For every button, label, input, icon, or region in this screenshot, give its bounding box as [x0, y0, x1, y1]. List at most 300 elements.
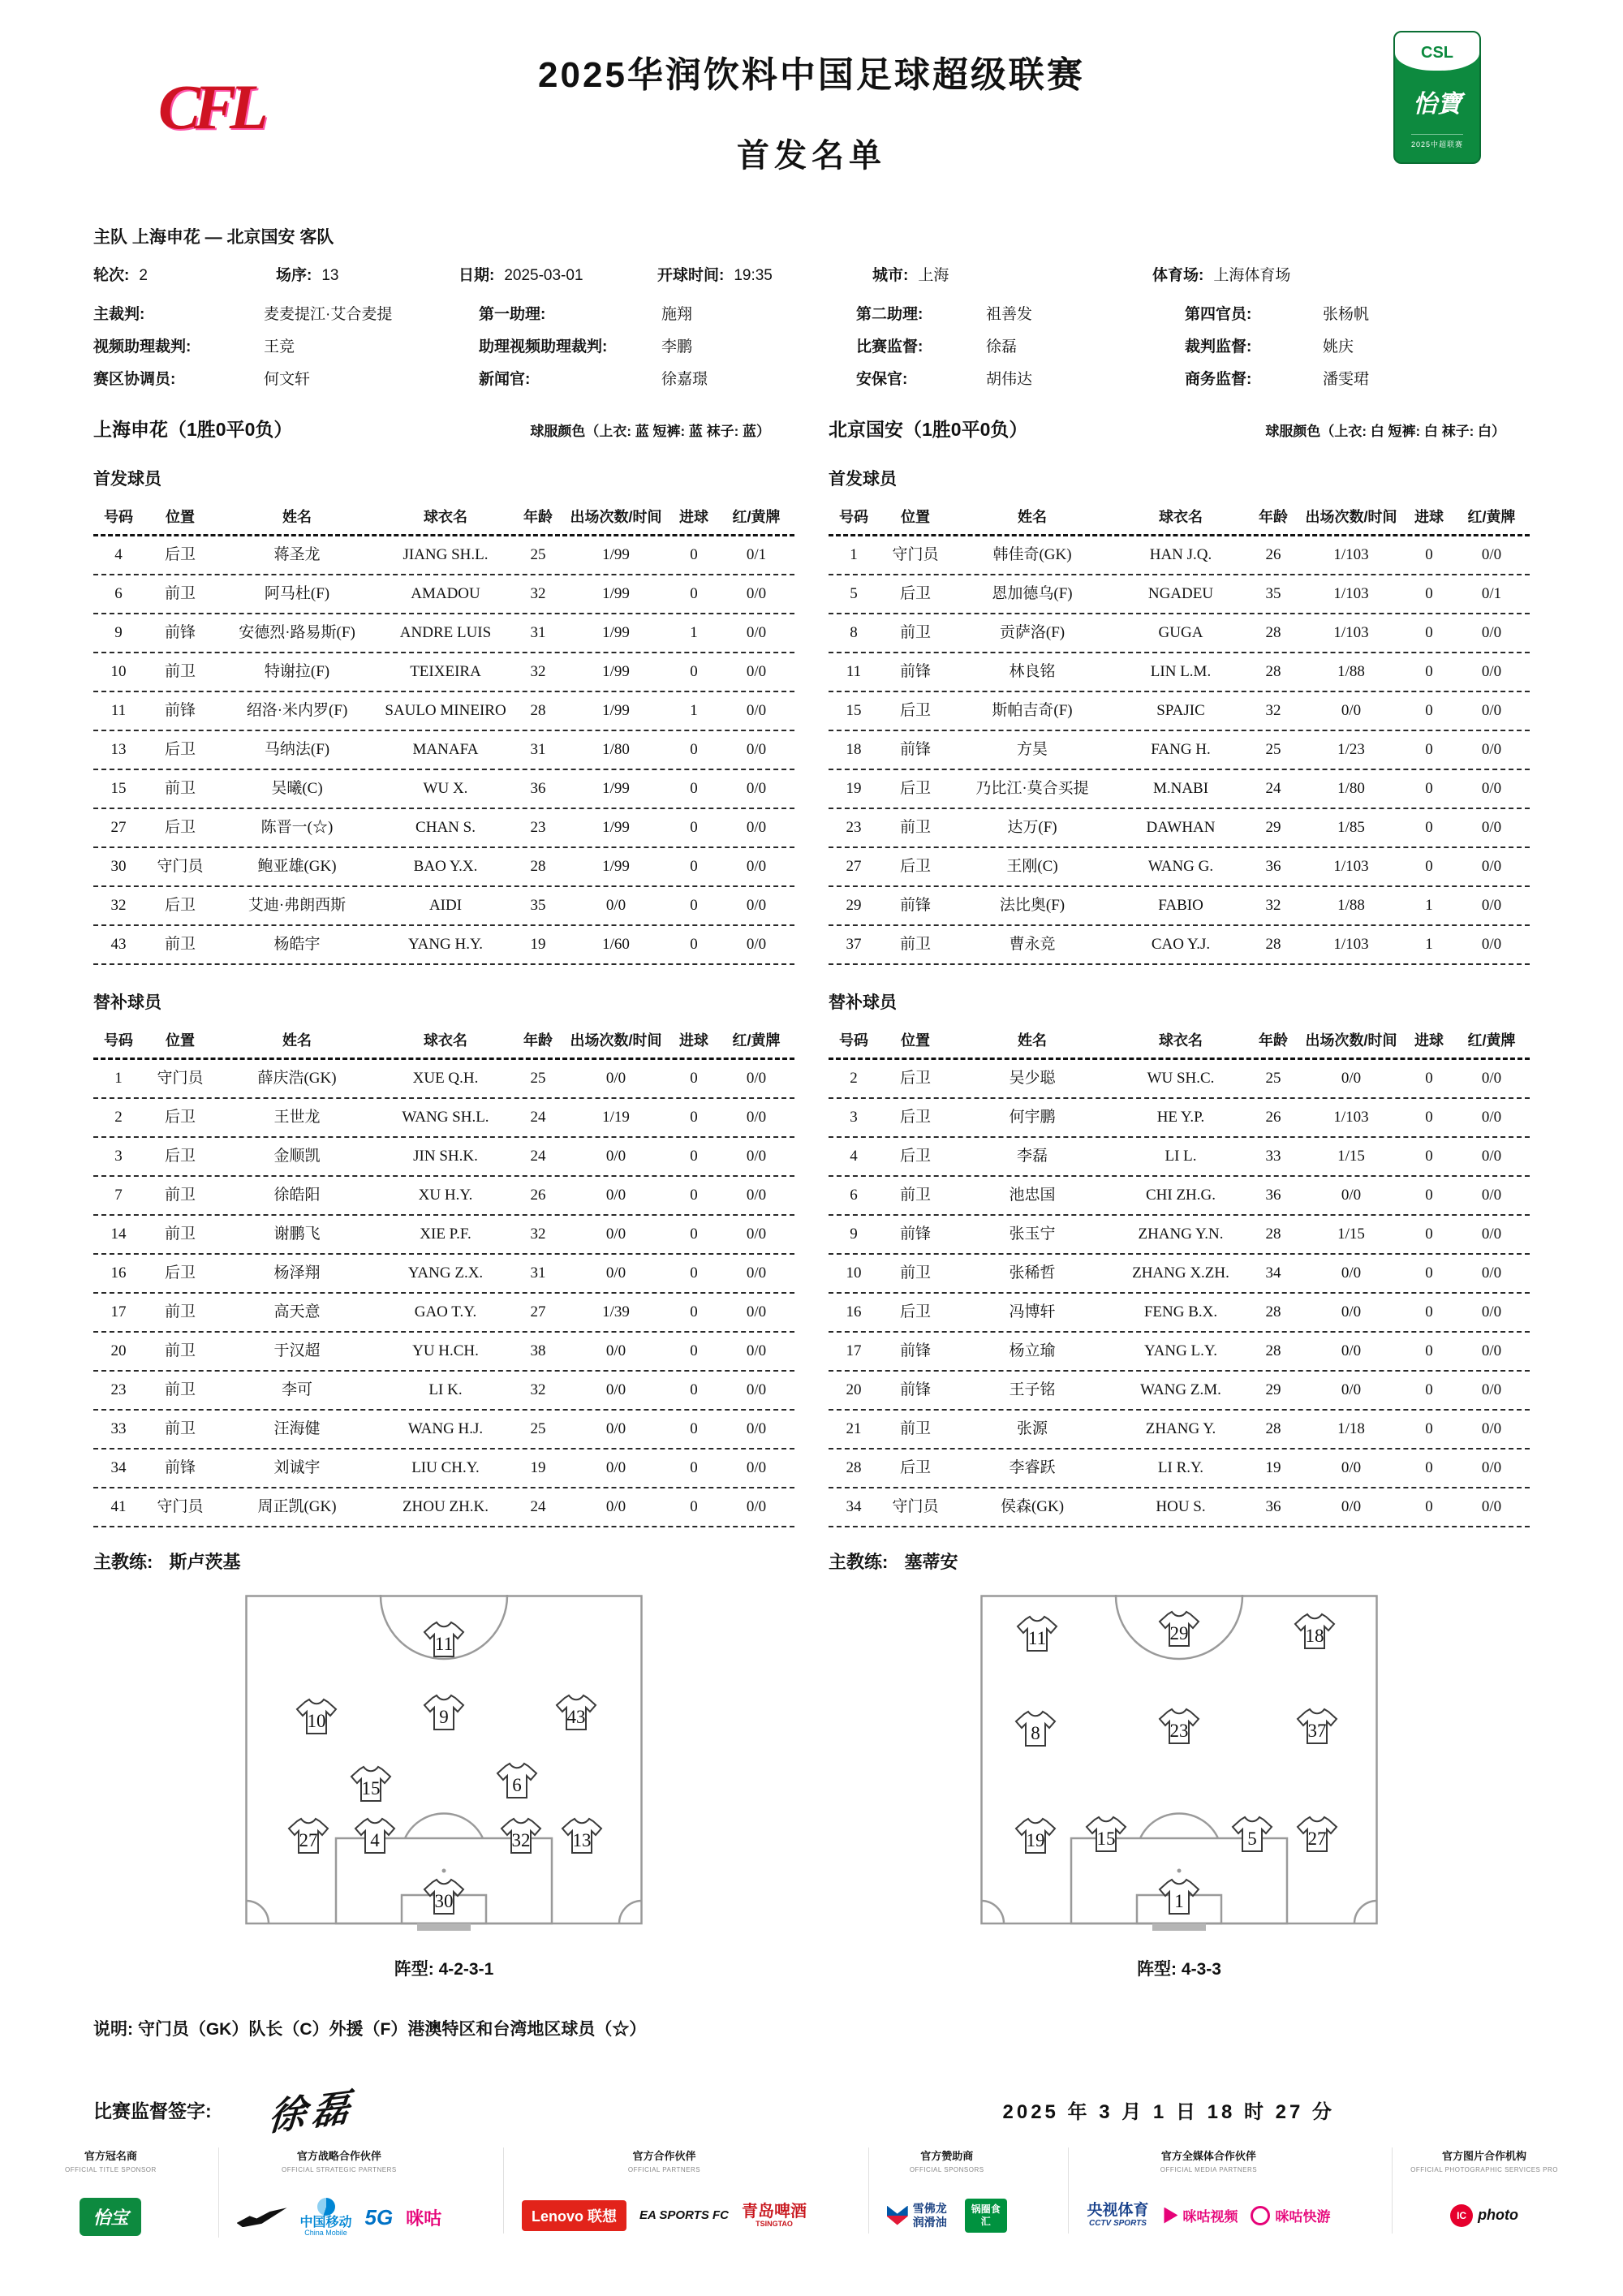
away-formation-value: 4-3-3 — [1181, 1960, 1221, 1979]
player-no: 32 — [110, 896, 127, 914]
svg-text:11: 11 — [434, 1634, 454, 1654]
svg-text:23: 23 — [1169, 1721, 1189, 1741]
subs-label-row — [93, 965, 1530, 1014]
player-name: 方昊 — [1016, 740, 1048, 758]
player-cards: 0/0 — [1481, 1147, 1502, 1165]
player-pos: 前卫 — [899, 1186, 931, 1204]
info-pair — [276, 263, 458, 285]
officials-row — [93, 329, 1530, 361]
player-age: 29 — [1265, 818, 1281, 836]
signed-datetime: 2025 年 3 月 1 日 18 时 27 分 — [1002, 2100, 1335, 2123]
player-pos: 后卫 — [899, 584, 931, 602]
sponsor-group — [503, 2147, 807, 2234]
player-jersey: LIN L.M. — [1150, 662, 1212, 680]
player-name: 法比奥(F) — [999, 896, 1065, 914]
player-name: 乃比江·莫合买提 — [975, 779, 1089, 797]
player-goals: 0 — [690, 1381, 698, 1398]
player-apps: 0/0 — [1341, 1497, 1362, 1515]
team-header-row — [93, 394, 1530, 442]
player-apps: 1/99 — [602, 701, 630, 719]
csl-badge-top: CSL — [1395, 32, 1479, 71]
official-role: 赛区协调员: — [93, 370, 176, 388]
sponsor-label-cn: 官方图片合作机构 — [1442, 2149, 1527, 2162]
player-name: 吴曦(C) — [271, 779, 323, 797]
jersey-icon — [502, 1819, 540, 1853]
player-name: 马纳法(F) — [264, 740, 330, 758]
column-header: 进球 — [1414, 509, 1444, 526]
cfl-logo: CFL — [158, 71, 262, 142]
player-apps: 1/39 — [602, 1303, 630, 1320]
svg-text:18: 18 — [1305, 1626, 1324, 1646]
player-jersey: JIANG SH.L. — [403, 545, 489, 563]
svg-text:27: 27 — [1307, 1829, 1327, 1849]
player-jersey: AMADOU — [411, 584, 480, 602]
official-role: 主裁判: — [93, 305, 145, 323]
svg-text:13: 13 — [572, 1830, 592, 1850]
player-jersey: AIDI — [428, 896, 463, 914]
header — [93, 31, 1530, 218]
player-jersey: BAO Y.X. — [413, 857, 478, 875]
official-role: 第一助理: — [479, 305, 546, 323]
player-no: 6 — [114, 584, 123, 602]
player-jersey: M.NABI — [1152, 779, 1209, 797]
sponsor-text: 咪咕视频 — [1182, 2209, 1238, 2225]
player-no: 20 — [110, 1342, 127, 1359]
player-pos: 前锋 — [899, 1225, 931, 1243]
player-cards: 0/0 — [1481, 1225, 1502, 1243]
player-goals: 0 — [690, 1069, 698, 1087]
player-age: 25 — [1265, 1069, 1281, 1087]
official-role: 第二助理: — [856, 305, 923, 323]
player-goals: 1 — [690, 623, 698, 641]
player-cards: 0/0 — [746, 740, 767, 758]
formation-label: 阵型: — [1137, 1960, 1177, 1979]
player-goals: 0 — [690, 1264, 698, 1282]
player-row — [93, 575, 794, 614]
player-apps: 1/103 — [1333, 857, 1369, 875]
svg-text:6: 6 — [512, 1775, 522, 1795]
info-pair — [872, 263, 1152, 285]
column-header: 出场次数/时间 — [570, 509, 662, 526]
player-name: 李可 — [281, 1381, 312, 1398]
home-formation-diagram — [93, 1595, 794, 1980]
player-name: 王世龙 — [273, 1108, 321, 1126]
player-goals: 0 — [690, 545, 698, 563]
csl-yibao-badge — [1393, 31, 1481, 164]
jersey-icon — [424, 1880, 463, 1914]
player-row — [829, 1488, 1530, 1527]
player-no: 20 — [846, 1381, 862, 1398]
player-row — [93, 1450, 794, 1488]
player-pos: 前卫 — [164, 1225, 196, 1243]
player-no: 3 — [850, 1108, 858, 1126]
player-goals: 0 — [1425, 857, 1433, 875]
sponsor-label-cn: 官方赞助商 — [920, 2149, 974, 2162]
player-pos: 后卫 — [164, 1264, 196, 1282]
player-row — [829, 536, 1530, 575]
player-jersey: JIN SH.K. — [413, 1147, 478, 1165]
sponsor-group-label — [282, 2147, 397, 2173]
svg-text:37: 37 — [1307, 1721, 1327, 1741]
player-age: 28 — [530, 701, 546, 719]
info-label: 体育场: — [1152, 267, 1204, 284]
player-no: 23 — [110, 1381, 127, 1398]
player-jersey: FENG B.X. — [1143, 1303, 1218, 1320]
player-age: 19 — [1265, 1458, 1281, 1476]
player-pos: 前卫 — [164, 662, 196, 680]
player-jersey: YANG L.Y. — [1144, 1342, 1217, 1359]
away-formation-label — [1137, 1956, 1221, 1980]
column-header: 进球 — [679, 509, 708, 526]
player-apps: 1/15 — [1337, 1225, 1365, 1243]
player-cards: 0/0 — [1481, 857, 1502, 875]
player-age: 31 — [530, 623, 546, 641]
away-kit-colors: 球服颜色（上衣: 白 短裤: 白 袜子: 白） — [1265, 424, 1505, 439]
away-team-name: 北京国安（1胜0平0负） — [829, 419, 1028, 440]
player-age: 25 — [1265, 740, 1281, 758]
player-name: 艾迪·弗朗西斯 — [248, 896, 347, 914]
player-cards: 0/0 — [746, 1264, 767, 1282]
player-cards: 0/0 — [1481, 1108, 1502, 1126]
player-name: 林良铭 — [1009, 662, 1056, 680]
player-cards: 0/0 — [746, 1342, 767, 1359]
player-row — [829, 1333, 1530, 1372]
page-subtitle: 首发名单 — [737, 138, 886, 174]
jersey-icon — [1018, 1617, 1057, 1651]
tsingtao-logo — [742, 2203, 807, 2229]
player-no: 2 — [850, 1069, 858, 1087]
column-header: 年龄 — [1259, 509, 1288, 526]
sponsor-items — [522, 2198, 807, 2234]
sponsor-group-label — [1160, 2147, 1257, 2173]
player-goals: 0 — [1425, 1069, 1433, 1087]
player-name: 杨皓宇 — [273, 935, 321, 953]
player-goals: 0 — [1425, 1458, 1433, 1476]
player-jersey: YANG Z.X. — [407, 1264, 484, 1282]
player-age: 31 — [530, 740, 546, 758]
player-no: 37 — [846, 935, 862, 953]
player-goals: 0 — [690, 1458, 698, 1476]
player-row — [829, 653, 1530, 692]
official-name: 潘雯珺 — [1323, 370, 1370, 388]
player-jersey: FANG H. — [1151, 740, 1211, 758]
player-pos: 后卫 — [164, 1108, 196, 1126]
player-apps: 1/103 — [1333, 584, 1369, 602]
official-name: 麦麦提江·艾合麦提 — [264, 305, 393, 323]
player-goals: 1 — [1425, 935, 1433, 953]
sponsor-group-label — [65, 2147, 157, 2173]
column-header: 姓名 — [1018, 1032, 1047, 1049]
home-coach-label: 主教练: — [93, 1552, 153, 1572]
player-jersey: CAO Y.J. — [1151, 935, 1211, 953]
player-no: 21 — [846, 1419, 862, 1437]
player-jersey: DAWHAN — [1146, 818, 1216, 836]
player-no: 7 — [114, 1186, 123, 1204]
column-header: 红/黄牌 — [732, 1032, 781, 1049]
player-no: 5 — [850, 584, 858, 602]
player-goals: 0 — [690, 857, 698, 875]
official-name: 祖善发 — [986, 305, 1033, 323]
ic-photo-logo — [1450, 2204, 1518, 2227]
player-apps: 0/0 — [605, 1264, 626, 1282]
player-name: 高天意 — [273, 1303, 321, 1320]
svg-text:15: 15 — [361, 1778, 381, 1798]
sponsor-group — [1392, 2147, 1558, 2234]
player-pos: 前卫 — [899, 818, 931, 836]
column-header: 姓名 — [282, 1032, 312, 1049]
player-cards: 0/0 — [1481, 896, 1502, 914]
player-no: 2 — [114, 1108, 123, 1126]
player-name: 达万(F) — [1007, 818, 1057, 836]
player-pos: 守门员 — [157, 1069, 204, 1087]
player-goals: 0 — [1425, 623, 1433, 641]
player-cards: 0/0 — [746, 1186, 767, 1204]
jersey-icon — [289, 1819, 328, 1853]
player-name: 刘诚宇 — [273, 1458, 321, 1476]
column-header: 红/黄牌 — [1467, 509, 1516, 526]
column-header: 姓名 — [1018, 509, 1047, 526]
player-row — [829, 770, 1530, 809]
matchup-line: 主队 上海申花 — 北京国安 客队 — [93, 228, 334, 247]
player-jersey: YU H.CH. — [412, 1342, 479, 1359]
player-apps: 1/18 — [1337, 1419, 1365, 1437]
player-apps: 0/0 — [1341, 1069, 1362, 1087]
column-header: 进球 — [679, 1032, 708, 1049]
sponsor-text: 雪佛龙 润滑油 — [912, 2201, 947, 2229]
player-no: 10 — [110, 662, 127, 680]
player-jersey: XU H.Y. — [418, 1186, 473, 1204]
officials-row — [93, 361, 1530, 394]
player-pos: 前卫 — [164, 1342, 196, 1359]
player-no: 27 — [846, 857, 862, 875]
home-team-name: 上海申花（1胜0平0负） — [93, 419, 293, 440]
table-header-row — [93, 1025, 794, 1060]
player-name: 李睿跃 — [1009, 1458, 1056, 1476]
player-apps: 0/0 — [605, 1186, 626, 1204]
player-goals: 0 — [1425, 662, 1433, 680]
player-apps: 1/15 — [1337, 1147, 1365, 1165]
player-row — [93, 1255, 794, 1294]
player-pos: 前锋 — [899, 1342, 931, 1359]
sponsor-text: 央视体育 — [1087, 2201, 1149, 2219]
player-cards: 0/0 — [1481, 1186, 1502, 1204]
player-jersey: HE Y.P. — [1156, 1108, 1205, 1126]
column-header: 球衣名 — [424, 1032, 467, 1049]
column-header: 号码 — [839, 509, 868, 526]
player-pos: 后卫 — [899, 1147, 931, 1165]
player-apps: 0/0 — [1341, 1458, 1362, 1476]
column-header: 号码 — [104, 1032, 133, 1049]
player-pos: 后卫 — [899, 1069, 931, 1087]
player-row — [829, 1177, 1530, 1216]
china-mobile-logo — [300, 2198, 352, 2238]
away-starters-table — [829, 502, 1530, 965]
player-pos: 后卫 — [899, 779, 931, 797]
title-block — [93, 31, 1530, 176]
home-kit-colors: 球服颜色（上衣: 蓝 短裤: 蓝 袜子: 蓝） — [530, 424, 770, 439]
sponsor-text: 咪咕快游 — [1275, 2209, 1331, 2225]
player-name: 蒋圣龙 — [273, 545, 321, 563]
player-row — [93, 770, 794, 809]
player-name: 张玉宁 — [1009, 1225, 1056, 1243]
player-name: 安德烈·路易斯(F) — [239, 623, 355, 641]
home-formation-label — [394, 1956, 494, 1980]
migu-video-logo — [1161, 2205, 1238, 2225]
jersey-icon — [351, 1767, 390, 1801]
player-no: 4 — [850, 1147, 858, 1165]
jersey-icon — [297, 1699, 336, 1734]
player-no: 16 — [846, 1303, 862, 1320]
player-pos: 后卫 — [899, 1303, 931, 1320]
column-header: 号码 — [839, 1032, 868, 1049]
player-age: 27 — [530, 1303, 546, 1320]
player-age: 34 — [1265, 1264, 1281, 1282]
table-header-row — [93, 502, 794, 536]
player-no: 14 — [110, 1225, 127, 1243]
player-apps: 1/103 — [1333, 935, 1369, 953]
player-age: 26 — [1265, 1108, 1281, 1126]
player-age: 28 — [1265, 1303, 1281, 1320]
player-age: 28 — [1265, 1419, 1281, 1437]
table-header-row — [829, 502, 1530, 536]
sponsor-group-label — [910, 2147, 984, 2173]
sponsor-subtext: TSINGTAO — [756, 2219, 793, 2228]
svg-text:32: 32 — [511, 1830, 531, 1850]
info-value: 13 — [321, 267, 339, 284]
player-cards: 0/0 — [1481, 1458, 1502, 1476]
starters-tables-row — [93, 490, 1530, 965]
player-age: 28 — [530, 857, 546, 875]
sponsor-text: 青岛啤酒 — [742, 2202, 807, 2221]
coach-row — [93, 1527, 1530, 1574]
player-cards: 0/0 — [746, 779, 767, 797]
official-name: 王竞 — [264, 338, 295, 355]
player-name: 阿马杜(F) — [264, 584, 330, 602]
sponsor-subtext: CCTV SPORTS — [1088, 2219, 1147, 2229]
player-age: 24 — [530, 1108, 546, 1126]
sponsor-group — [218, 2147, 442, 2238]
player-goals: 0 — [1425, 545, 1433, 563]
sponsor-text: EA SPORTS FC — [639, 2208, 729, 2223]
info-pair — [1152, 263, 1530, 285]
player-row — [93, 692, 794, 731]
svg-text:5: 5 — [1247, 1829, 1257, 1849]
player-goals: 0 — [690, 662, 698, 680]
player-jersey: WANG Z.M. — [1140, 1381, 1221, 1398]
svg-text:30: 30 — [434, 1891, 454, 1911]
sponsor-label-en: OFFICIAL TITLE SPONSOR — [65, 2165, 157, 2173]
sponsor-label-cn: 官方冠名商 — [84, 2149, 137, 2162]
jersey-icon — [497, 1764, 536, 1798]
player-cards: 0/0 — [1481, 818, 1502, 836]
away-pitch — [980, 1595, 1378, 1938]
official-name: 徐磊 — [986, 338, 1018, 355]
match-info-row — [93, 263, 1530, 285]
chevron-logo — [887, 2202, 952, 2229]
sponsor-label-cn: 官方战略合作伙伴 — [296, 2149, 381, 2162]
player-jersey: ANDRE LUIS — [399, 623, 492, 641]
player-jersey: XIE P.F. — [420, 1225, 471, 1243]
column-header: 号码 — [104, 509, 133, 526]
player-name: 张源 — [1016, 1419, 1048, 1437]
player-jersey: LIU CH.Y. — [411, 1458, 480, 1476]
player-row — [829, 1099, 1530, 1138]
starters-label-row — [93, 442, 1530, 490]
sponsor-label-cn: 官方合作伙伴 — [632, 2149, 696, 2162]
jersey-icon — [355, 1819, 394, 1853]
player-cards: 0/0 — [1481, 1419, 1502, 1437]
player-goals: 0 — [1425, 1381, 1433, 1398]
player-goals: 0 — [1425, 701, 1433, 719]
player-goals: 0 — [1425, 1303, 1433, 1320]
player-pos: 前卫 — [899, 1419, 931, 1437]
chevron-icon — [887, 2206, 908, 2225]
player-goals: 0 — [1425, 584, 1433, 602]
player-cards: 0/0 — [1481, 1303, 1502, 1320]
player-goals: 0 — [1425, 1264, 1433, 1282]
ea-sports-fc-logo — [639, 2208, 729, 2222]
column-header: 姓名 — [282, 509, 312, 526]
svg-text:10: 10 — [307, 1711, 326, 1731]
info-value: 上海 — [918, 267, 949, 284]
column-header: 球衣名 — [1159, 1032, 1203, 1049]
player-goals: 1 — [690, 701, 698, 719]
player-name: 贡萨洛(F) — [999, 623, 1065, 641]
player-age: 32 — [530, 1381, 546, 1398]
official-name: 张杨帆 — [1323, 305, 1370, 323]
player-age: 33 — [1265, 1147, 1281, 1165]
player-goals: 0 — [1425, 1419, 1433, 1437]
sponsor-group-label — [628, 2147, 700, 2173]
player-pos: 前锋 — [164, 623, 196, 641]
player-age: 26 — [1265, 545, 1281, 563]
player-cards: 0/0 — [746, 1225, 767, 1243]
official-role: 第四官员: — [1185, 305, 1252, 323]
column-header: 年龄 — [523, 509, 553, 526]
official-role: 比赛监督: — [856, 338, 923, 355]
player-apps: 1/103 — [1333, 545, 1369, 563]
player-name: 于汉超 — [273, 1342, 321, 1359]
player-row — [829, 848, 1530, 887]
player-age: 25 — [530, 1419, 546, 1437]
pitch-row — [93, 1595, 1530, 1980]
player-pos: 前卫 — [164, 1419, 196, 1437]
player-no: 17 — [846, 1342, 862, 1359]
china-mobile-icon — [317, 2198, 335, 2216]
player-goals: 0 — [690, 1303, 698, 1320]
svg-text:15: 15 — [1096, 1829, 1116, 1849]
player-apps: 1/103 — [1333, 623, 1369, 641]
sponsor-label-en: OFFICIAL STRATEGIC PARTNERS — [282, 2165, 397, 2173]
nike-swoosh-icon — [237, 2208, 287, 2227]
player-goals: 0 — [690, 818, 698, 836]
player-apps: 0/0 — [605, 1497, 626, 1515]
player-row — [829, 731, 1530, 770]
sponsor-text: 中国移动 — [299, 2215, 352, 2229]
info-pair — [93, 263, 276, 285]
player-no: 33 — [110, 1419, 127, 1437]
player-cards: 0/0 — [746, 1108, 767, 1126]
column-header: 年龄 — [523, 1032, 553, 1049]
player-no: 29 — [846, 896, 862, 914]
column-header: 出场次数/时间 — [1305, 1032, 1397, 1049]
player-apps: 0/0 — [605, 1458, 626, 1476]
player-apps: 1/99 — [602, 545, 630, 563]
player-cards: 0/0 — [746, 701, 767, 719]
info-pair — [458, 263, 657, 285]
player-cards: 0/0 — [746, 1497, 767, 1515]
player-pos: 前锋 — [899, 662, 931, 680]
